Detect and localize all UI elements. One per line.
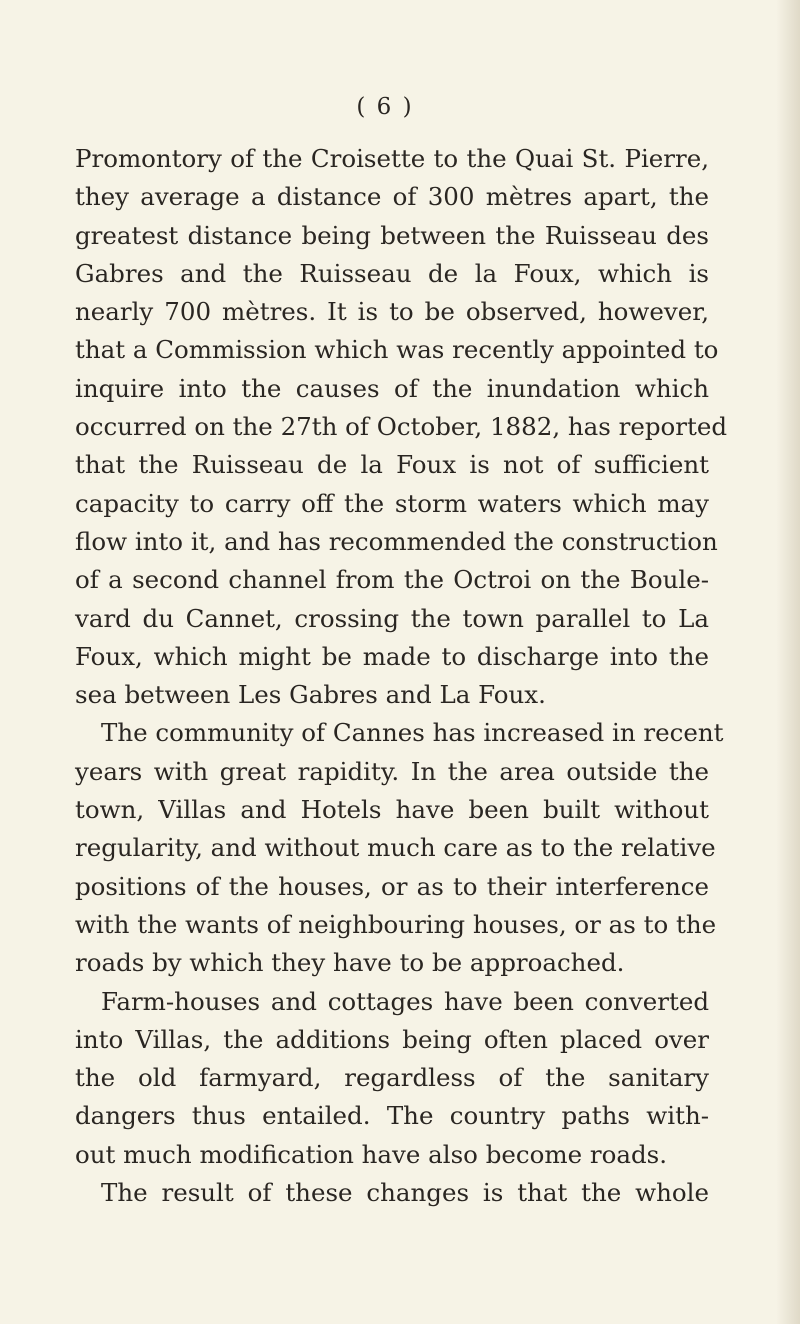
text-line: Farm-houses and cottages have been converted [101, 986, 709, 1016]
text-line: regularity, and without much care as to the relative [75, 833, 716, 863]
text-line: Foux, which might be made to discharge into the [75, 641, 709, 671]
text-line: into Villas, the additions being often placed over [75, 1024, 709, 1054]
text-line: dangers thus entailed. The country paths with- [75, 1101, 709, 1131]
text-line: capacity to carry off the storm waters which may [75, 488, 709, 518]
text-line: sea between Les Gabres and La Foux. [75, 680, 546, 710]
text-line: Promontory of the Croisette to the Quai St. Pierre, [75, 144, 709, 173]
text-line: that the Ruisseau de la Foux is not of sufficient [75, 450, 709, 480]
text-line: they average a distance of 300 mètres apart, the [75, 182, 709, 212]
page-number: ( 6 ) [356, 94, 414, 120]
text-line: Gabres and the Ruisseau de la Foux, which is [75, 258, 709, 288]
text-line: inquire into the causes of the inundation which [75, 373, 709, 403]
text-line: positions of the houses, or as to their interference [75, 871, 709, 901]
text-line: with the wants of neighbouring houses, or as to the [75, 909, 717, 939]
body-text [75, 140, 728, 1212]
text-line: The community of Cannes has increased in recent [101, 718, 724, 748]
text-line: vard du Cannet, crossing the town parallel to La [75, 603, 709, 633]
text-line: flow into it, and has recommended the construction [75, 526, 718, 556]
text-line: out much modification have also become roads. [75, 1139, 667, 1169]
text-line: nearly 700 mètres. It is to be observed, however, [75, 297, 709, 327]
text-line: the old farmyard, regardless of the sanitary [75, 1063, 709, 1093]
text-line: of a second channel from the Octroi on the Boule- [75, 565, 709, 595]
text-line: occurred on the 27th of October, 1882, has reported [75, 412, 728, 442]
text-line: town, Villas and Hotels have been built without [75, 795, 709, 825]
text-line: that a Commission which was recently appointed to [75, 335, 719, 365]
text-line: greatest distance being between the Ruisseau des [75, 220, 709, 250]
text-line: The result of these changes is that the whole [101, 1178, 709, 1208]
text-line: years with great rapidity. In the area outside the [75, 756, 709, 786]
text-line: roads by which they have to be approached. [75, 948, 625, 978]
